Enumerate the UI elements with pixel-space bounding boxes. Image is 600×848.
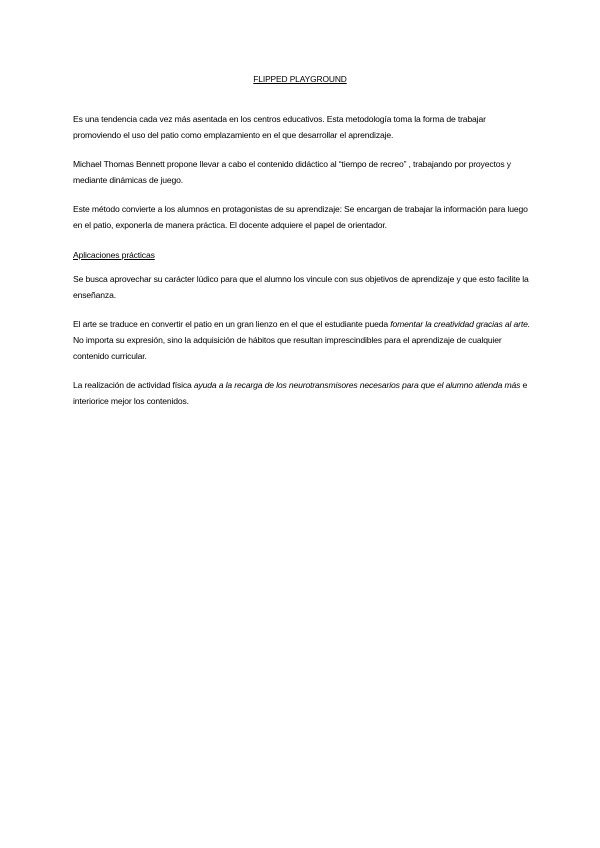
paragraph-physical-tail: e interiorice mejor los contenidos.	[73, 380, 528, 406]
section-heading: Aplicaciones prácticas	[73, 249, 155, 260]
paragraph-ludic: Se busca aprovechar su carácter lúdico para que el alumno los vincule con sus objetivos de aprendizaje y que esto facilite la enseñanza.	[73, 274, 529, 300]
paragraph-art	[73, 317, 533, 364]
paragraph-intro: Es una tendencia cada vez más asentada en los centros educativos. Esta metodología toma la forma de trabajar promoviendo el uso del patio como emplazamiento en el que desarrollar el aprendizaje.	[73, 114, 486, 140]
paragraph-method: Este método convierte a los alumnos en protagonistas de su aprendizaje: Se encargan de trabajar la información para luego en el patio, exponerla de manera práctica. El docente adquiere el papel de orientador.	[73, 204, 528, 230]
paragraph-art-tail: No importa su expresión, sino la adquisición de hábitos que resultan imprescindibles para el aprendizaje de cualquier contenido curricular.	[73, 334, 502, 361]
paragraph-physical-lead: La realización de actividad física	[73, 380, 194, 391]
paragraph-physical	[73, 378, 533, 409]
document-body	[73, 112, 533, 423]
paragraph-art-lead: El arte se traduce en convertir el patio en un gran lienzo en el que el estudiante pueda	[73, 319, 391, 330]
document-title: FLIPPED PLAYGROUND	[253, 74, 347, 84]
paragraph-bennett: Michael Thomas Bennett propone llevar a cabo el contenido didáctico al “tiempo de recreo” , trabajando por proyectos y mediante dinámicas de juego.	[73, 159, 511, 185]
paragraph-physical-emphasis: ayuda a la recarga de los neurotransmisores necesarios para que el alumno atienda más	[193, 380, 521, 391]
paragraph-art-emphasis: fomentar la creatividad gracias al arte.	[390, 319, 530, 330]
